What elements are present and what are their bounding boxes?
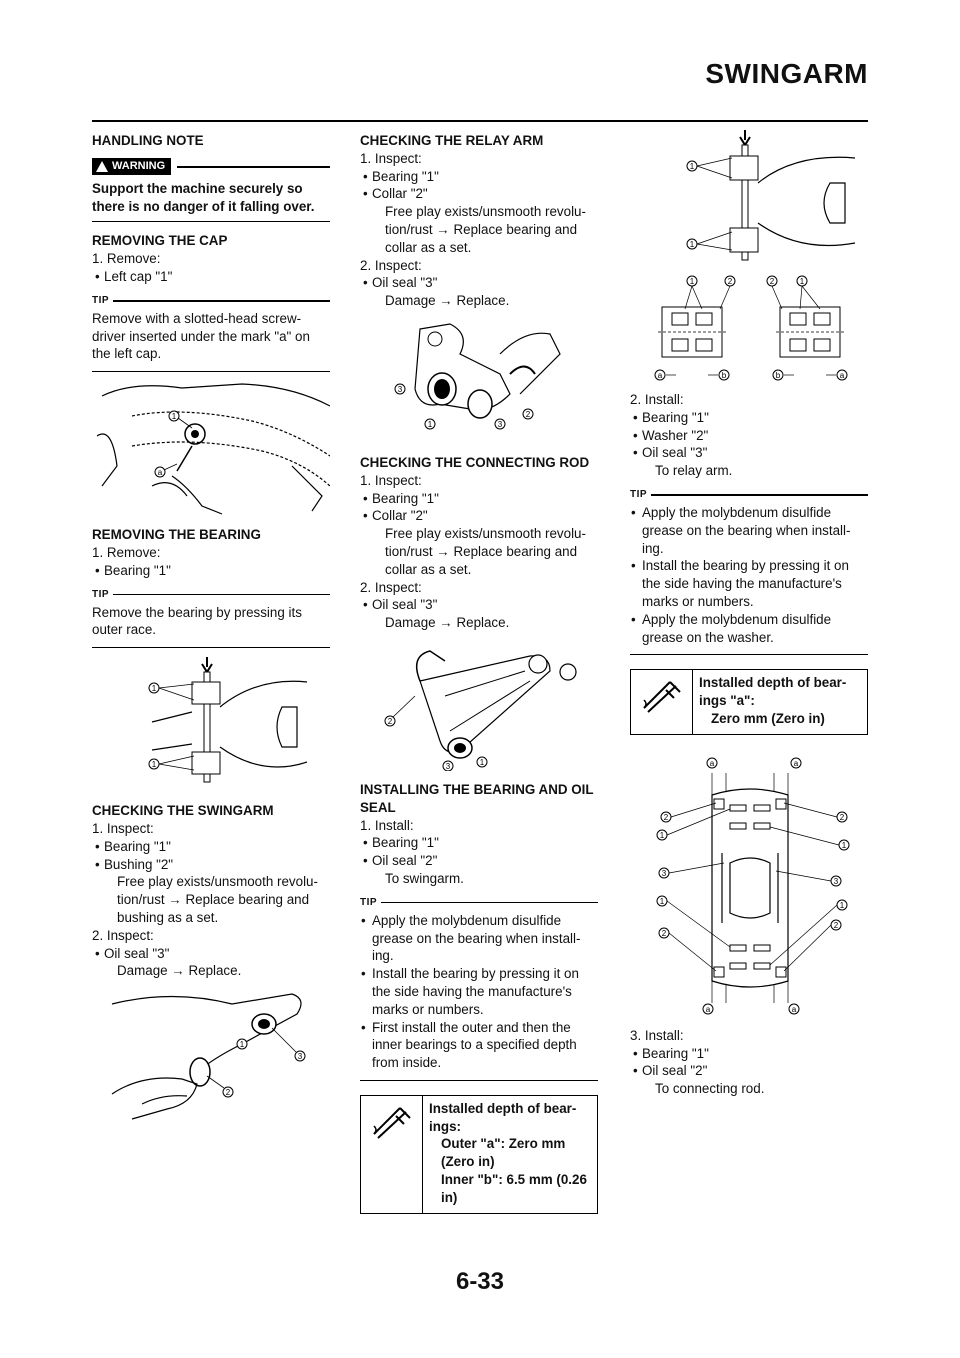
svg-text:1: 1 (689, 162, 695, 171)
swingarm-inspection-figure (92, 984, 330, 1129)
svg-text:3: 3 (497, 419, 503, 429)
svg-text:1: 1 (151, 760, 157, 770)
svg-text:1: 1 (427, 419, 433, 429)
svg-text:3: 3 (297, 1052, 303, 1062)
svg-text:a: a (793, 758, 799, 768)
spec-box: Installed depth of bear-ings: Outer "a": Zero mm (Zero in) Inner "b": 6.5 mm (0.26 in) (360, 1095, 598, 1214)
svg-text:2: 2 (387, 716, 393, 726)
svg-text:a: a (709, 758, 715, 768)
warning-badge: WARNING (92, 158, 171, 175)
callout-1: 1 (171, 412, 177, 422)
tip-box: TIP Remove with a slotted-head screw-driver inserted under the mark "a" on the left cap. (92, 294, 330, 372)
header-rule (92, 120, 868, 122)
svg-text:1: 1 (659, 830, 665, 840)
page-number: 6-33 (455, 1268, 505, 1295)
svg-text:1: 1 (659, 896, 665, 906)
svg-text:a: a (657, 371, 663, 380)
column-3: 1 1 1 2 2 1 a b b a 2. Install: • Bearing "1" • Washer "2" • Oil seal "3" To relay arm. TIP • Apply the molybdenum disulfide grease on the bearing when install-ing. • Install the bearing by pressing it on the side having the manufacture's marks or numbers. • Apply the molybdenum disulfide grease on the washer. Installed depth of bear-ings "a": Zero mm (Zero in) a a 2 2 1 1 3 3 1 1 2 2 a a 3. Install: • Bearing "1" • Oil seal "2" To connecting rod. (630, 132, 868, 1098)
svg-text:1: 1 (689, 240, 695, 249)
relay-arm-bearing-figure (630, 128, 868, 263)
svg-text:1: 1 (841, 840, 847, 850)
checking-swingarm-heading: CHECKING THE SWINGARM (92, 803, 274, 819)
checking-relay-arm-heading: CHECKING THE RELAY ARM (360, 133, 544, 148)
column-2: CHECKING THE RELAY ARM 1. Inspect: • Bearing "1" • Collar "2" Free play exists/unsmooth revolu-tion/rust → Replace bearing and collar as a set. 2. Inspect: • Oil seal "3" Damage → Replace. 3 1 3 2 CHECKING THE CONNECTING ROD 1. Inspect: • Bearing "1" • Collar "2" Free play exists/unsmooth revolu-tion/rust → Replace bearing and collar as a set. 2. Inspect: • Oil seal "3" Damage → Replace. 2 3 1 INSTALLING THE BEARING AND OIL SEAL 1. Install: • Bearing "1" • Oil seal "2" To swingarm. TIP • Apply the molybdenum disulfide grease on the bearing when install-ing. • Install the bearing by pressing it on the side having the manufacture's marks or numbers. • First install the outer and then the inner bearings to a specified depth from inside. Installed depth of bear-ings: Outer "a": Zero mm (Zero in) Inner "b": 6.5 mm (0.26 in) (360, 132, 598, 1214)
svg-text:2: 2 (525, 409, 531, 419)
svg-text:1: 1 (479, 757, 485, 767)
bearing-removal-figure (92, 652, 330, 792)
tip-box: TIP Remove the bearing by pressing its outer race. (92, 588, 330, 649)
relay-arm-figure (360, 314, 598, 444)
connecting-rod-figure (360, 636, 598, 771)
svg-text:2: 2 (769, 277, 775, 286)
installing-bearing-heading: INSTALLING THE BEARING AND OIL SEAL (360, 781, 594, 815)
caliper-icon (640, 678, 684, 714)
svg-text:2: 2 (663, 812, 669, 822)
svg-text:b: b (721, 371, 727, 380)
spec-box: Installed depth of bear-ings "a": Zero mm (Zero in) (630, 669, 868, 734)
tip-box: TIP • Apply the molybdenum disulfide grease on the bearing when install-ing. • Install the bearing by pressing it on the side having the manufacture's marks or numbers. • First install the outer and then the inner bearings to a specified depth from inside. (360, 896, 598, 1081)
svg-text:3: 3 (661, 868, 667, 878)
svg-text:2: 2 (225, 1088, 231, 1098)
bearing-depth-figure (630, 267, 868, 387)
svg-text:1: 1 (239, 1040, 245, 1050)
svg-text:1: 1 (839, 900, 845, 910)
column-1: HANDLING NOTE WARNING Support the machine securely so there is no danger of it falling over. REMOVING THE CAP 1. Remove: • Left cap "1" TIP Remove with a slotted-head screw-driver inserted under the mark "a" on the left cap. 1 a REMOVING THE BEARING 1. Remove: • Bearing "1" TIP Remove the bearing by pressing its outer race. 1 1 CHECKING THE SWINGARM 1. Inspect: • Bearing "1" • Bushing "2" Free play exists/unsmooth revolu-tion/rust → Replace bearing and bushing as a set. 2. Inspect: • Oil seal "3" Damage → Replace. 1 3 2 (92, 132, 330, 1133)
page-title: SWINGARM (705, 58, 868, 89)
handling-note-heading: HANDLING NOTE (92, 133, 204, 148)
callout-a: a (157, 468, 163, 478)
checking-connecting-rod-heading: CHECKING THE CONNECTING ROD (360, 454, 590, 470)
caliper-icon (370, 1104, 414, 1140)
svg-text:a: a (839, 371, 845, 380)
svg-text:2: 2 (833, 920, 839, 930)
svg-text:2: 2 (661, 928, 667, 938)
svg-text:3: 3 (397, 384, 403, 394)
left-cap-figure (92, 376, 330, 516)
svg-text:2: 2 (727, 277, 733, 286)
svg-text:1: 1 (151, 684, 157, 694)
svg-text:3: 3 (445, 761, 451, 771)
svg-text:b: b (775, 371, 781, 380)
svg-text:a: a (705, 1004, 711, 1014)
svg-text:a: a (791, 1004, 797, 1014)
svg-text:2: 2 (839, 812, 845, 822)
removing-bearing-heading: REMOVING THE BEARING (92, 527, 261, 543)
warning-triangle-icon (96, 161, 108, 172)
tip-box: TIP • Apply the molybdenum disulfide grease on the bearing when install-ing. • Install the bearing by pressing it on the side having the manufacture's marks or numbers. • Apply the molybdenum disulfide grease on the washer. (630, 488, 868, 655)
warning-block (92, 158, 330, 223)
removing-cap-heading: REMOVING THE CAP (92, 233, 228, 249)
svg-text:3: 3 (833, 876, 839, 886)
svg-text:1: 1 (689, 277, 695, 286)
connecting-rod-bearing-figure (630, 753, 868, 1023)
svg-text:1: 1 (799, 277, 805, 286)
warning-text: Support the machine securely so there is no danger of it falling over. (92, 176, 330, 223)
